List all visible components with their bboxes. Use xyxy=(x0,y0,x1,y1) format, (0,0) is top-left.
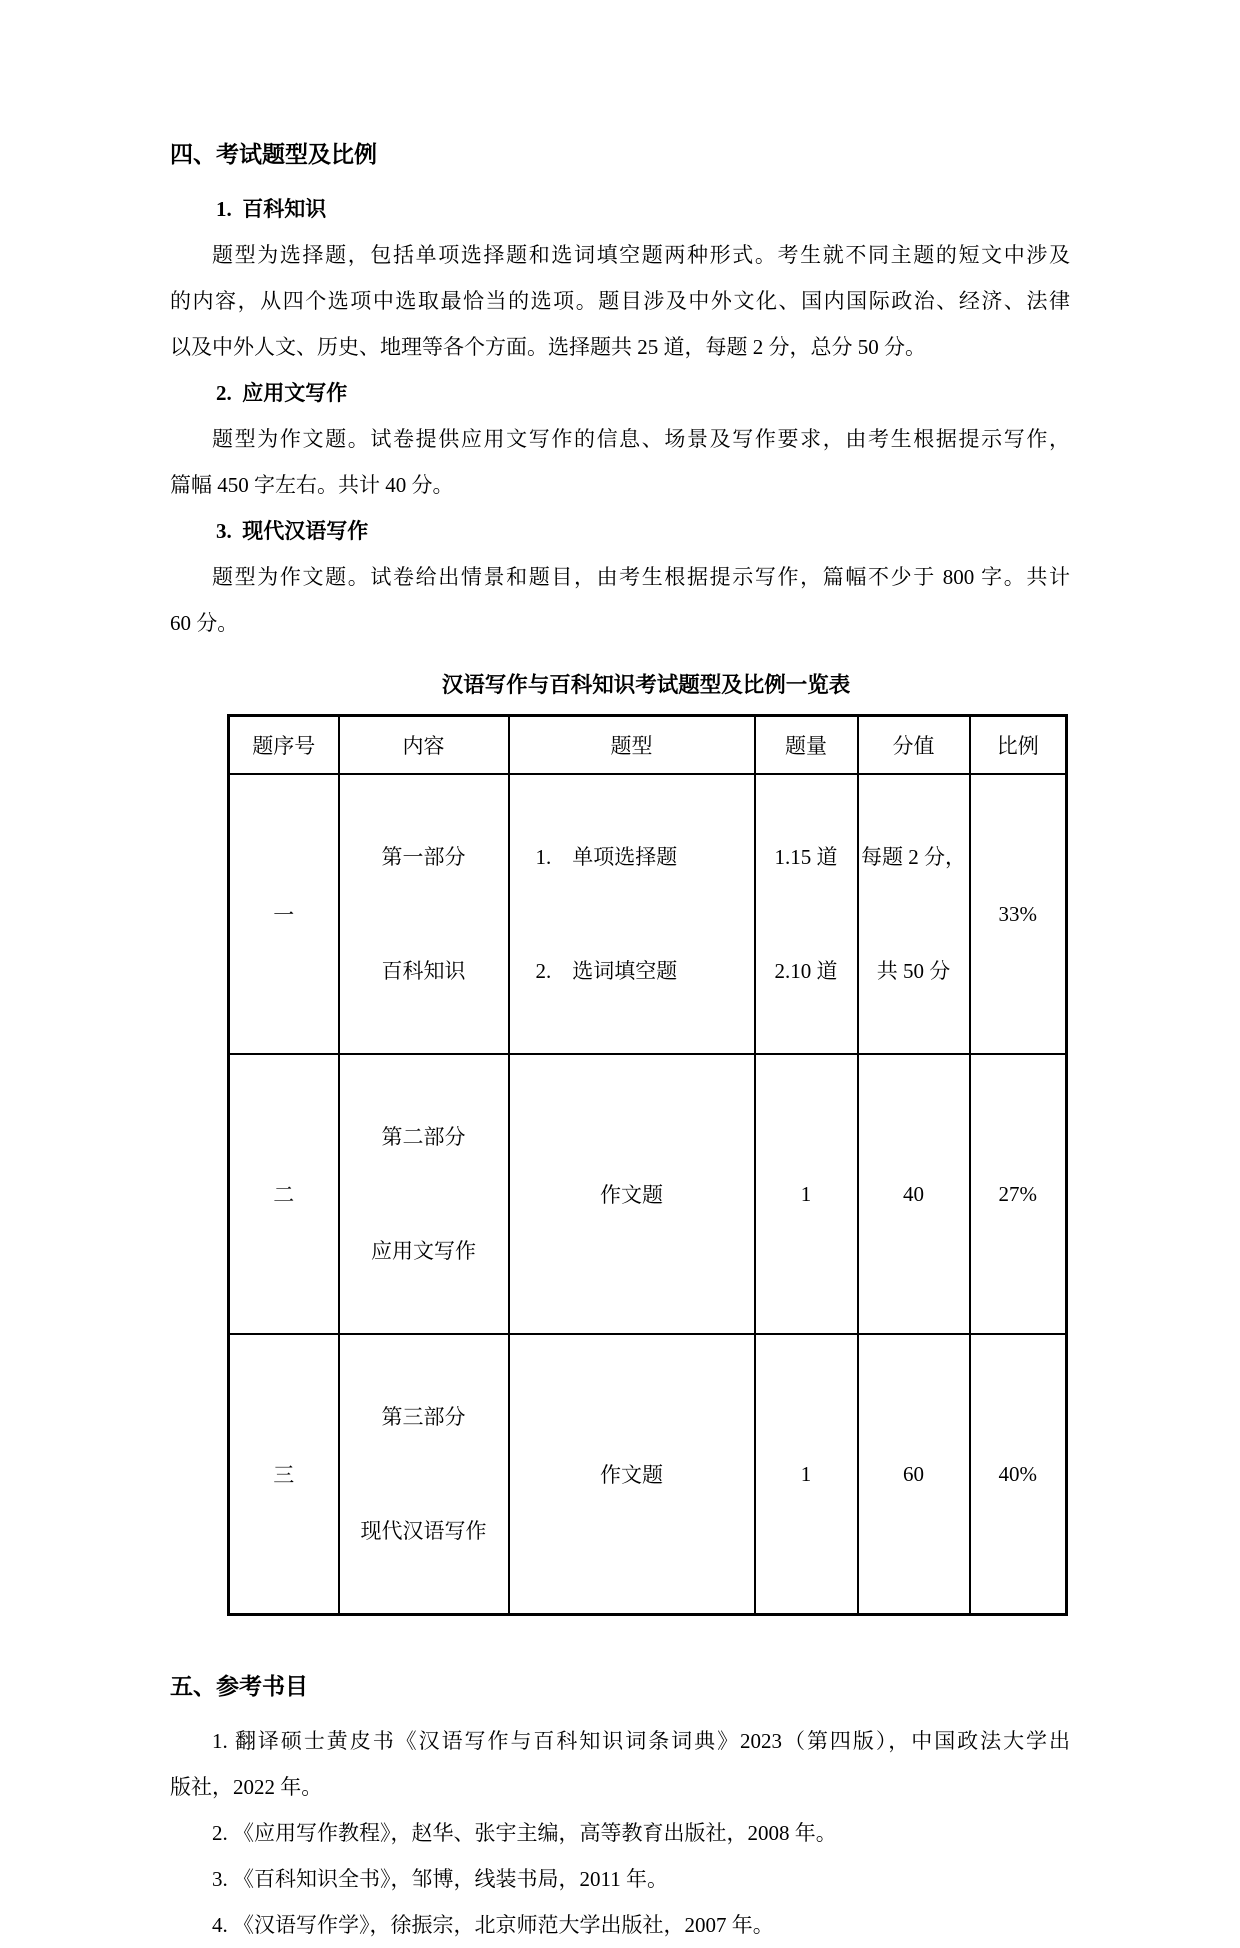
header-cell-type: 题型 xyxy=(509,716,755,775)
section-4-heading: 四、考试题型及比例 xyxy=(170,142,377,167)
cell-line: 2. 选词填空题 xyxy=(535,959,678,983)
cell-quantity: 1 xyxy=(755,1334,858,1615)
reference-line: 版社，2022 年。 xyxy=(170,1775,323,1799)
paragraph-line: 60 分。 xyxy=(170,611,239,635)
cell-content xyxy=(339,1334,509,1615)
cell-quantity: 1 xyxy=(755,1054,858,1334)
paragraph-line: 以及中外人文、历史、地理等各个方面。选择题共 25 道，每题 2 分，总分 50 分。 xyxy=(170,335,926,359)
header-cell-question-no: 题序号 xyxy=(229,716,339,775)
header-cell-quantity: 题量 xyxy=(755,716,858,775)
cell-line: 现代汉语写作 xyxy=(360,1519,487,1543)
cell-line: 2.10 道 xyxy=(774,959,838,983)
cell-line: 应用文写作 xyxy=(371,1239,476,1263)
cell-line: 共 50 分 xyxy=(876,959,951,983)
header-cell-ratio: 比例 xyxy=(970,716,1067,775)
section-5-heading: 五、参考书目 xyxy=(170,1674,308,1699)
cell-line: 1. 单项选择题 xyxy=(535,845,678,869)
cell-question-no: 一 xyxy=(229,774,339,1054)
table-row xyxy=(229,774,1067,1054)
paragraph-line: 题型为作文题。试卷提供应用文写作的信息、场景及写作要求，由考生根据提示写作， xyxy=(212,427,1070,451)
cell-question-no: 三 xyxy=(229,1334,339,1615)
reference-line: 3. 《百科知识全书》，邹博，线装书局，2011 年。 xyxy=(212,1867,668,1891)
reference-line: 1. 翻译硕士黄皮书《汉语写作与百科知识词条词典》2023（第四版），中国政法大学出 xyxy=(212,1729,1070,1753)
table-header-row xyxy=(229,716,1067,775)
cell-line: 百科知识 xyxy=(381,959,466,983)
cell-score: 40 xyxy=(858,1054,970,1334)
cell-line: 第三部分 xyxy=(381,1405,466,1429)
cell-content xyxy=(339,1054,509,1334)
table-row xyxy=(229,1334,1067,1615)
paragraph-line: 题型为选择题，包括单项选择题和选词填空题两种形式。考生就不同主题的短文中涉及 xyxy=(212,243,1070,267)
cell-line: 每题 2 分， xyxy=(861,845,966,869)
item-3-title: 3. 现代汉语写作 xyxy=(216,519,369,543)
paragraph-line: 题型为作文题。试卷给出情景和题目，由考生根据提示写作，篇幅不少于 800 字。共计 xyxy=(212,565,1070,589)
header-cell-content: 内容 xyxy=(339,716,509,775)
cell-type: 作文题 xyxy=(509,1054,755,1334)
item-1-title: 1. 百科知识 xyxy=(216,197,327,221)
table-title: 汉语写作与百科知识考试题型及比例一览表 xyxy=(441,673,851,697)
cell-line: 第二部分 xyxy=(381,1125,466,1149)
table-row xyxy=(229,1054,1067,1334)
cell-quantity xyxy=(755,774,858,1054)
cell-content xyxy=(339,774,509,1054)
cell-line: 第一部分 xyxy=(381,845,466,869)
cell-line: 1.15 道 xyxy=(774,845,838,869)
reference-line: 2. 《应用写作教程》，赵华、张宇主编，高等教育出版社，2008 年。 xyxy=(212,1821,837,1845)
header-cell-score: 分值 xyxy=(858,716,970,775)
document-content xyxy=(170,138,1070,1948)
cell-type: 作文题 xyxy=(509,1334,755,1615)
cell-score xyxy=(858,774,970,1054)
cell-ratio: 33% xyxy=(970,774,1067,1054)
item-2-title: 2. 应用文写作 xyxy=(216,381,348,405)
cell-score: 60 xyxy=(858,1334,970,1615)
exam-structure-table xyxy=(227,714,1068,1616)
cell-ratio: 40% xyxy=(970,1334,1067,1615)
cell-ratio: 27% xyxy=(970,1054,1067,1334)
paragraph-line: 的内容，从四个选项中选取最恰当的选项。题目涉及中外文化、国内国际政治、经济、法律 xyxy=(170,289,1070,313)
paragraph-line: 篇幅 450 字左右。共计 40 分。 xyxy=(170,473,454,497)
cell-question-no: 二 xyxy=(229,1054,339,1334)
reference-line: 4. 《汉语写作学》，徐振宗，北京师范大学出版社，2007 年。 xyxy=(212,1913,774,1937)
cell-type xyxy=(509,774,755,1054)
